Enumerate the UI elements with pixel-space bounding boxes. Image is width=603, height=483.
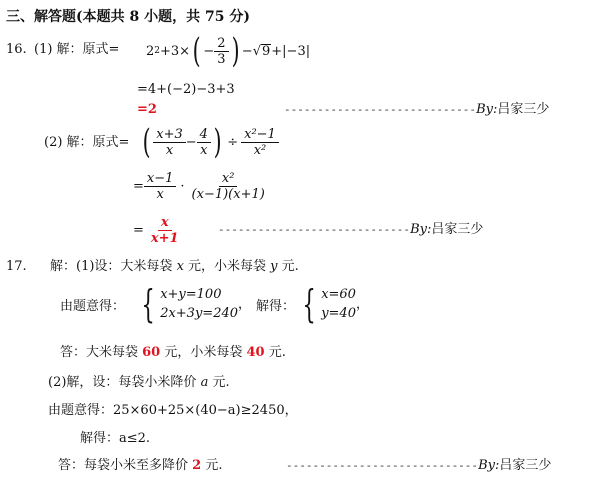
q17-answer-1 — [60, 346, 286, 359]
right-paren: ) — [231, 30, 240, 71]
q16-part1-result: =2 — [137, 102, 157, 117]
rice-price: 60 — [142, 345, 161, 360]
fraction-numerator: x+3 — [153, 128, 186, 143]
equals-sign: = — [133, 178, 144, 194]
dashed-rule: ----------------------------- — [284, 103, 477, 116]
q16-part2-signature — [218, 223, 483, 236]
left-paren: ( — [192, 30, 201, 71]
q17-answer-2 — [58, 459, 222, 472]
q16-part1-signature — [284, 103, 549, 116]
dashed-rule: ----------------------------- — [286, 459, 479, 472]
text-segment: 元，小米每袋 — [160, 345, 247, 360]
q16-p1-sqrt-arg: 9 — [262, 44, 271, 59]
q16-part2-expression — [140, 120, 279, 164]
question-17-number: 17. — [6, 259, 27, 274]
author-name: 吕家三少 — [497, 102, 550, 117]
q16-part2-label: (2) 解：原式= — [44, 135, 130, 150]
q16-p2-fraction-4 — [144, 172, 177, 201]
max-reduction: 2 — [192, 458, 202, 473]
q16-p1-minus: − — [241, 43, 253, 59]
q16-part1-expression — [146, 28, 310, 74]
q17-system-label: 由题意得： — [60, 299, 126, 314]
comma: ， — [238, 296, 252, 312]
multiply-dot: · — [180, 178, 185, 194]
text-segment: 元，小米每袋 — [183, 259, 271, 274]
q16-p1-neg: − — [203, 43, 215, 59]
q16-p1-frac-den: 3 — [217, 51, 226, 67]
fraction-denominator: (x−1)(x+1) — [191, 186, 265, 202]
comma: ， — [355, 296, 369, 312]
divide-sign: ÷ — [227, 134, 239, 150]
fraction-numerator: x²−1 — [241, 128, 279, 143]
q17-part2-solution: 解得：a≤2. — [80, 431, 151, 446]
q16-part2-line2 — [133, 166, 268, 206]
author-name: 吕家三少 — [499, 458, 552, 473]
fraction-denominator: x² — [253, 142, 267, 158]
section-title: 三、解答题(本题共 8 小题，共 75 分) — [6, 9, 250, 25]
solution-y: y=40 — [321, 306, 356, 321]
q17-signature — [286, 459, 551, 472]
q16-part1-label: (1) 解：原式= — [34, 42, 120, 57]
text-segment: 元. — [264, 345, 286, 360]
right-paren: ) — [213, 121, 222, 162]
question-16-number: 16. — [6, 42, 27, 57]
variable-x: x — [176, 259, 184, 274]
variable-a: a — [200, 375, 209, 390]
equation-1: x+y=100 — [160, 287, 222, 302]
q17-part1-setup — [50, 260, 299, 273]
q16-p1-base: 2 — [146, 43, 155, 59]
q16-part1-line2: =4+(−2)−3+3 — [137, 82, 235, 97]
q16-p2-fraction-5 — [189, 172, 268, 201]
millet-price: 40 — [246, 345, 265, 360]
left-brace: { — [302, 282, 316, 326]
fraction-denominator: x — [165, 142, 174, 158]
q16-p1-times: +3× — [160, 43, 191, 59]
q17-part2-inequality: 由题意得：25×60+25×(40−a)≥2450， — [48, 403, 298, 418]
text-segment: 解：(1)设：大米每袋 — [50, 259, 177, 274]
q17-part2-setup — [48, 376, 230, 389]
q16-part2-result — [133, 211, 182, 249]
q16-p2-fraction-2 — [197, 128, 211, 157]
q16-p1-fraction — [214, 37, 228, 66]
fraction-numerator: x² — [219, 172, 238, 187]
q16-p1-frac-num: 2 — [214, 37, 228, 52]
fraction-numerator: 4 — [197, 128, 211, 143]
q16-p2-fraction-3 — [241, 128, 279, 157]
fraction-denominator: x+1 — [150, 230, 179, 246]
q16-p2-result-fraction — [148, 216, 182, 245]
fraction-numerator: x−1 — [144, 172, 177, 187]
equation-2: 2x+3y=240 — [160, 306, 239, 321]
text-segment: (2)解，设：每袋小米降价 — [48, 375, 201, 390]
byline: By: — [478, 458, 500, 473]
dashed-rule: ----------------------------- — [218, 223, 411, 236]
q17-solution-label: 解得： — [256, 299, 296, 314]
text-segment: 答：大米每袋 — [60, 345, 143, 360]
equals-sign: = — [133, 222, 144, 238]
fraction-denominator: x — [200, 142, 208, 158]
q17-equation-system — [136, 282, 252, 326]
author-name: 吕家三少 — [431, 222, 484, 237]
left-brace: { — [141, 282, 155, 326]
sqrt-icon: √ — [252, 43, 261, 59]
text-segment: 元. — [201, 458, 223, 473]
solution-x: x=60 — [321, 287, 356, 302]
fraction-numerator: x — [158, 216, 172, 231]
byline: By: — [410, 222, 432, 237]
text-segment: 元. — [277, 259, 299, 274]
variable-y: y — [270, 259, 278, 274]
minus-sign: − — [185, 134, 197, 150]
byline: By: — [476, 102, 498, 117]
left-paren: ( — [142, 121, 151, 162]
q16-p1-abs: +|−3| — [271, 43, 311, 59]
q16-p1-exponent: 2 — [154, 45, 161, 56]
q16-p2-fraction-1 — [153, 128, 186, 157]
fraction-denominator: x — [156, 186, 164, 202]
text-segment: 答：每袋小米至多降价 — [58, 458, 193, 473]
q17-solution-system — [297, 282, 369, 326]
text-segment: 元. — [208, 375, 230, 390]
